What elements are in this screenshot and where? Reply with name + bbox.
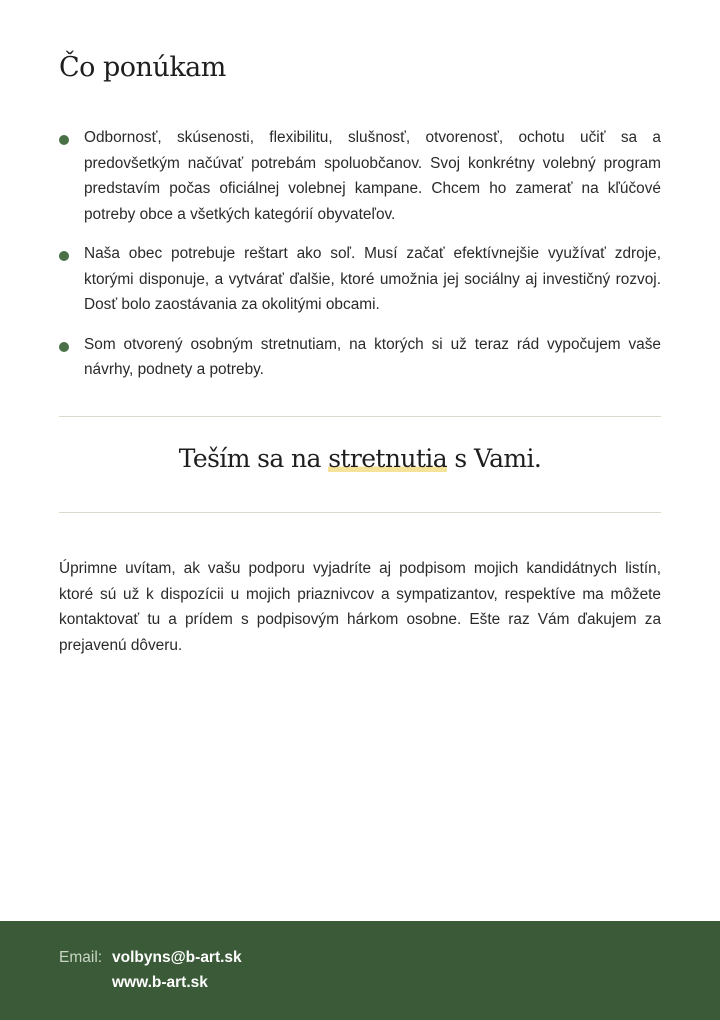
quote-highlight: stretnutia <box>328 444 448 473</box>
email-link[interactable]: volbyns@b-art.sk <box>112 949 242 966</box>
list-item <box>59 241 661 318</box>
list-item-text: Odbornosť, skúsenosti, flexibilitu, slušnosť, otvorenosť, ochotu učiť sa a predovšetkým načúvať potrebám spoluobčanov. Svoj konkrétny volebný program predstavím počas oficiálnej volebnej kampane. Chcem ho zamerať na kľúčové potreby obce a všetkých kategórií obyvateľov. <box>84 129 661 223</box>
website-link[interactable]: www.b-art.sk <box>112 974 208 991</box>
divider <box>59 512 661 513</box>
list-item-text: Naša obec potrebuje reštart ako soľ. Musí začať efektívnejšie využívať zdroje, ktorými disponuje, a vytvárať ďalšie, ktoré umožnia jej sociálny aj investičný rozvoj. Dosť bolo zaostávania za okolitými obcami. <box>84 245 661 313</box>
list-item <box>59 332 661 383</box>
divider <box>59 416 661 417</box>
contact-block <box>59 945 242 995</box>
list-item <box>59 125 661 227</box>
quote-heading <box>0 444 720 473</box>
bullet-icon <box>59 251 69 261</box>
quote-text-after: s Vami. <box>447 444 542 473</box>
offer-list <box>59 125 661 397</box>
email-label: Email: <box>59 949 103 966</box>
website-label-spacer <box>59 970 112 995</box>
closing-paragraph: Úprimne uvítam, ak vašu podporu vyjadríte aj podpisom mojich kandidátnych listín, ktoré sú už k dispozícii u mojich priaznivcov a sympatizantov, respektíve ma môžete kontaktovať tu a prídem s podpisovým hárkom osobne. Ešte raz Vám ďakujem za prejavenú dôveru. <box>59 560 661 654</box>
quote-text-before: Teším sa na <box>178 444 329 473</box>
contact-email-row <box>59 945 242 970</box>
bullet-icon <box>59 342 69 352</box>
footer <box>0 921 720 1020</box>
contact-website-row <box>59 970 242 995</box>
page-title: Čo ponúkam <box>59 52 226 83</box>
bullet-icon <box>59 135 69 145</box>
list-item-text: Som otvorený osobným stretnutiam, na ktorých si už teraz rád vypočujem vaše návrhy, podnety a potreby. <box>84 335 661 378</box>
